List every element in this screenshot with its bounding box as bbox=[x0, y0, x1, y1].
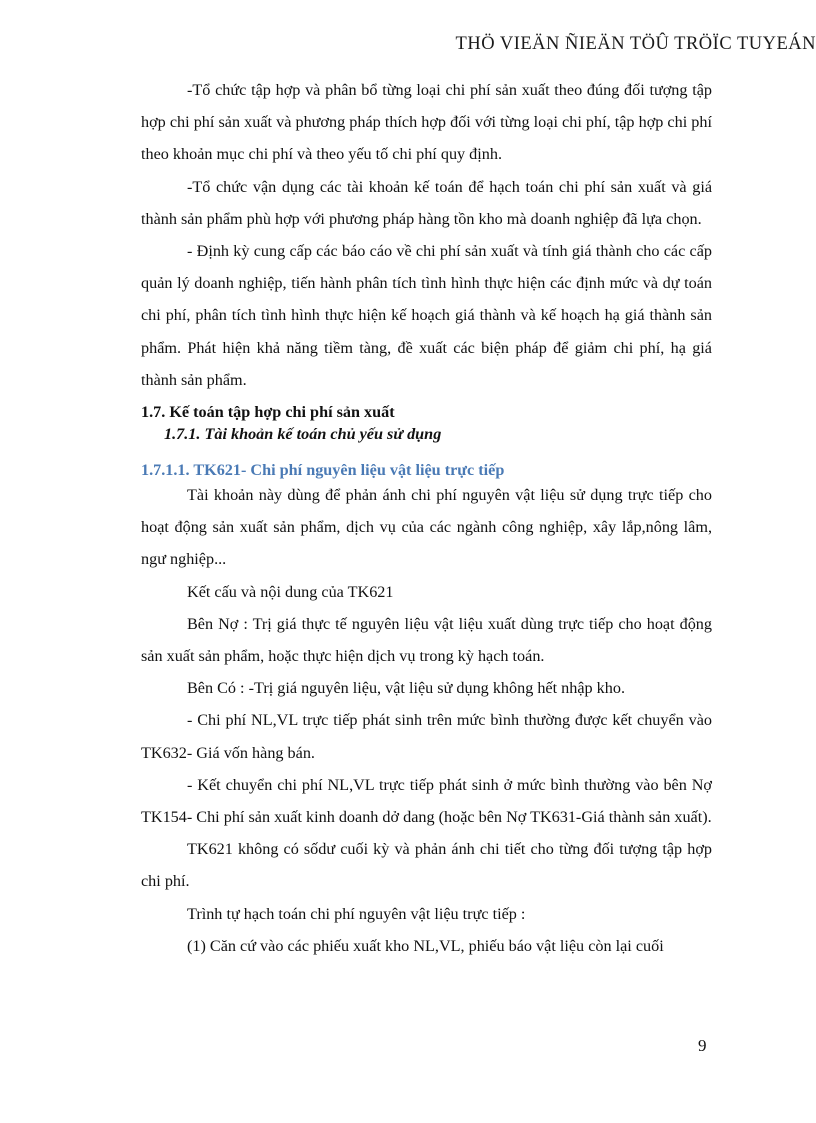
section-heading: 1.7. Kế toán tập hợp chi phí sản xuất bbox=[141, 403, 395, 422]
page-header: THÖ VIEÄN ÑIEÄN TÖÛ TRÖÏC TUYEÁN bbox=[455, 34, 816, 54]
paragraph: Kết cấu và nội dung của TK621 bbox=[187, 582, 394, 601]
document-body bbox=[141, 74, 712, 962]
paragraph: Bên Nợ : Trị giá thực tế nguyên liệu vật liệu xuất dùng trực tiếp cho hoạt động sản xuất sản phẩm, hoặc thực hiện dịch vụ trong kỳ hạch toán. bbox=[141, 614, 712, 666]
paragraph: (1) Căn cứ vào các phiếu xuất kho NL,VL, phiếu báo vật liệu còn lại cuối bbox=[187, 936, 664, 955]
paragraph: Trình tự hạch toán chi phí nguyên vật liệu trực tiếp : bbox=[187, 904, 526, 923]
paragraph: - Kết chuyển chi phí NL,VL trực tiếp phát sinh ở mức bình thường vào bên Nợ TK154- Chi phí sản xuất kinh doanh dở dang (hoặc bên Nợ TK631-Giá thành sản xuất). bbox=[141, 775, 712, 827]
page-number: 9 bbox=[698, 1036, 707, 1055]
paragraph: Bên Có : -Trị giá nguyên liệu, vật liệu sử dụng không hết nhập kho. bbox=[187, 679, 626, 698]
paragraph: - Chi phí NL,VL trực tiếp phát sinh trên mức bình thường được kết chuyển vào TK632- Giá vốn hàng bán. bbox=[141, 711, 712, 762]
subsubsection-heading: 1.7.1.1. TK621- Chi phí nguyên liệu vật liệu trực tiếp bbox=[141, 461, 505, 480]
paragraph: Tài khoản này dùng để phản ánh chi phí nguyên vật liệu sử dụng trực tiếp cho hoạt động sản xuất sản phẩm, dịch vụ của các ngành công nghiệp, xây lắp,nông lâm, ngư nghiệp... bbox=[141, 486, 712, 569]
paragraph: -Tổ chức tập hợp và phân bổ từng loại chi phí sản xuất theo đúng đối tượng tập hợp chi phí sản xuất và phương pháp thích hợp đối với từng loại chi phí, tập hợp chi phí theo khoản mục chi phí và theo yếu tố chi phí quy định. bbox=[141, 81, 712, 164]
paragraph: -Tổ chức vận dụng các tài khoản kế toán để hạch toán chi phí sản xuất và giá thành sản phẩm phù hợp với phương pháp hàng tồn kho mà doanh nghiệp đã lựa chọn. bbox=[141, 177, 712, 228]
paragraph: TK621 không có sốdư cuối kỳ và phản ánh chi tiết cho từng đối tượng tập hợp chi phí. bbox=[141, 840, 712, 891]
subsection-heading: 1.7.1. Tài khoản kế toán chủ yếu sử dụng bbox=[164, 425, 442, 444]
paragraph: - Định kỳ cung cấp các báo cáo về chi phí sản xuất và tính giá thành cho các cấp quản lý doanh nghiệp, tiến hành phân tích tình hình thực hiện các định mức và dự toán chi phí, phân tích tình hình thực hiện kế hoạch giá thành và kế hoạch hạ giá thành sản phẩm. Phát hiện khả năng tiềm tàng, đề xuất các biện pháp để giảm chi phí, hạ giá thành sản phẩm. bbox=[141, 242, 712, 389]
